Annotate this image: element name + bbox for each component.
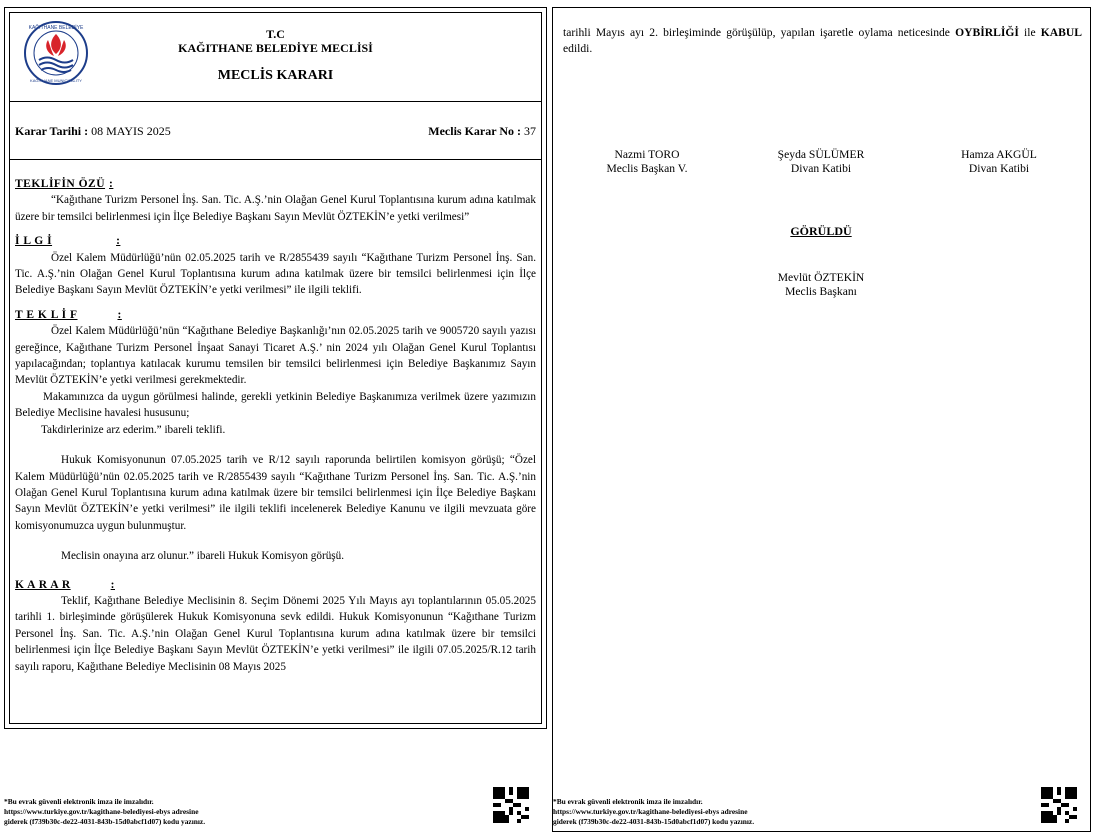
seen-approved-label: GÖRÜLDÜ bbox=[790, 224, 852, 238]
teklif-paragraph-2: Makamınızca da uygun görülmesi halinde, gerekli yetkinin Belediye Başkanımıza verilmek üzere yazımızın Belediye Meclisine havalesi hususunu; bbox=[15, 390, 536, 420]
teklif-paragraph-3: Takdirlerinize arz ederim.” ibareli teklifi. bbox=[41, 423, 226, 436]
qr-code-icon bbox=[493, 787, 529, 823]
section-title-karar: K A R A R : bbox=[15, 578, 115, 591]
e-signature-footer-2: *Bu evrak güvenli elektronik imza ile imzalıdır. https://www.turkiye.gov.tr/kagithane-belediyesi-ebys adresine giderek (f739b30c-de22-4031-843b-15d0abcf1d07) kodu yazınız. bbox=[553, 797, 755, 826]
section-title-ilgi: İ L G İ : bbox=[15, 235, 121, 248]
header-tc: T.C bbox=[266, 27, 285, 41]
signature-block-3: Hamza AKGÜL Divan Katibi bbox=[961, 148, 1037, 175]
document-page-2 bbox=[552, 7, 1091, 832]
ilgi-text: Özel Kalem Müdürlüğü’nün 02.05.2025 tarih ve R/2855439 sayılı “Kağıthane Turizm Personel İnş. San. Tic. A.Ş.’nin Olağan Genel Kurul Toplantısına kurum adına katılmak üzere bir temsilci belirlenmesi için İlçe Belediye Başkanı Sayın Mevlüt ÖZTEKİN’e yetki verilmesi” ile ilgili teklifi. bbox=[15, 251, 536, 297]
section-title-teklif-ozu: TEKLİFİN ÖZÜ : bbox=[15, 178, 114, 190]
divider bbox=[9, 159, 542, 160]
teklif-paragraph-1: Özel Kalem Müdürlüğü’nün “Kağıthane Belediye Başkanlığı’nın 02.05.2025 tarih ve 9005720 sayılı yazısı gereğince, Kağıthane Turizm Personel İnşaat Sanayi Ticaret A.Ş.’ nin 2024 yılı Olağan Genel Kurul Toplantısı yapılacağından; toplantıya katılacak kurumu temsilen bir temsilci belirlenmesi için Belediye Başkanımız Sayın Mevlüt ÖZTEKİN’e yetki verilmesi gerekmektedir. bbox=[15, 325, 536, 387]
continuation-text: tarihli Mayıs ayı 2. birleşiminde görüşülüp, yapılan işaretle oylama neticesinde OYBİRLİĞİ ile KABUL edildi. bbox=[563, 26, 1083, 56]
e-signature-footer-1: *Bu evrak güvenli elektronik imza ile imzalıdır. https://www.turkiye.gov.tr/kagithane-belediyesi-ebys adresine giderek (f739b30c-de22-4031-843b-15d0abcf1d07) kodu yazınız. bbox=[4, 797, 206, 826]
signature-block-1: Nazmi TORO Meclis Başkan V. bbox=[606, 148, 688, 175]
logo-bottom-text: KAĞITHANE MUNICIPALITY bbox=[30, 78, 82, 83]
mayor-signature-block: Mevlüt ÖZTEKİN Meclis Başkanı bbox=[777, 271, 865, 298]
section-title-teklif: T E K L İ F : bbox=[15, 308, 122, 321]
document-page-1 bbox=[4, 7, 547, 729]
signature-block-2: Şeyda SÜLÜMER Divan Katibi bbox=[777, 148, 865, 175]
teklif-ozu-text: “Kağıthane Turizm Personel İnş. San. Tic. A.Ş.’nin Olağan Genel Kurul Toplantısına kurum adına katılmak üzere bir temsilci belirlenmesi için İlçe Belediye Başkanı Sayın Mevlüt ÖZTEKİN’e yetki verilmesi” bbox=[15, 194, 536, 223]
komisyon-paragraph-1: Hukuk Komisyonunun 07.05.2025 tarih ve R/12 sayılı raporunda belirtilen komisyon görüşü; “Özel Kalem Müdürlüğü’nün 02.05.2025 tarih ve R/2855439 sayılı “Kağıthane Turizm Personel İnş. San. Tic. A.Ş.’nin Olağan Genel Kurul Toplantısına kurum adına katılmak üzere bir temsilci belirlenmesi için İlçe Belediye Başkanı Sayın Mevlüt ÖZTEKİN’e yetki verilmesi” ile ilgili teklifi incelenerek Belediye Kanunu ve ilgili mevzuata göre komisyonumuzca uygun bulunmuştur. bbox=[15, 454, 536, 532]
decision-number: Meclis Karar No : 37 bbox=[428, 124, 536, 138]
qr-code-icon bbox=[1041, 787, 1077, 823]
decision-date: Karar Tarihi : 08 MAYIS 2025 bbox=[15, 124, 171, 138]
karar-text: Teklif, Kağıthane Belediye Meclisinin 8. Seçim Dönemi 2025 Yılı Mayıs ayı toplantılarının 05.05.2025 tarihli 1. birleşiminde görüşülerek Hukuk Komisyonuna sevk edildi. Hukuk Komisyonunun “Kağıthane Turizm Personel İnş. San. Tic. A.Ş.’nin Olağan Genel Kurul Toplantısına kurum adına katılmak üzere bir temsilci belirlenmesi için İlçe Belediye Başkanı Sayın Mevlüt ÖZTEKİN’e yetki verilmesi” ile ilgili 07.05.2025/R.12 tarih sayılı raporu, Kağıthane Belediye Meclisinin 08 Mayıs 2025 bbox=[15, 594, 536, 673]
header-council: KAĞITHANE BELEDİYE MECLİSİ bbox=[178, 41, 373, 55]
header-decision: MECLİS KARARI bbox=[217, 68, 334, 83]
divider bbox=[9, 101, 542, 102]
decision-meta bbox=[15, 124, 536, 139]
document-body bbox=[15, 176, 536, 675]
logo-top-text: KAĞITHANE BELEDİYE bbox=[28, 25, 84, 31]
komisyon-paragraph-2: Meclisin onayına arz olunur.” ibareli Hukuk Komisyon görüşü. bbox=[61, 550, 345, 563]
